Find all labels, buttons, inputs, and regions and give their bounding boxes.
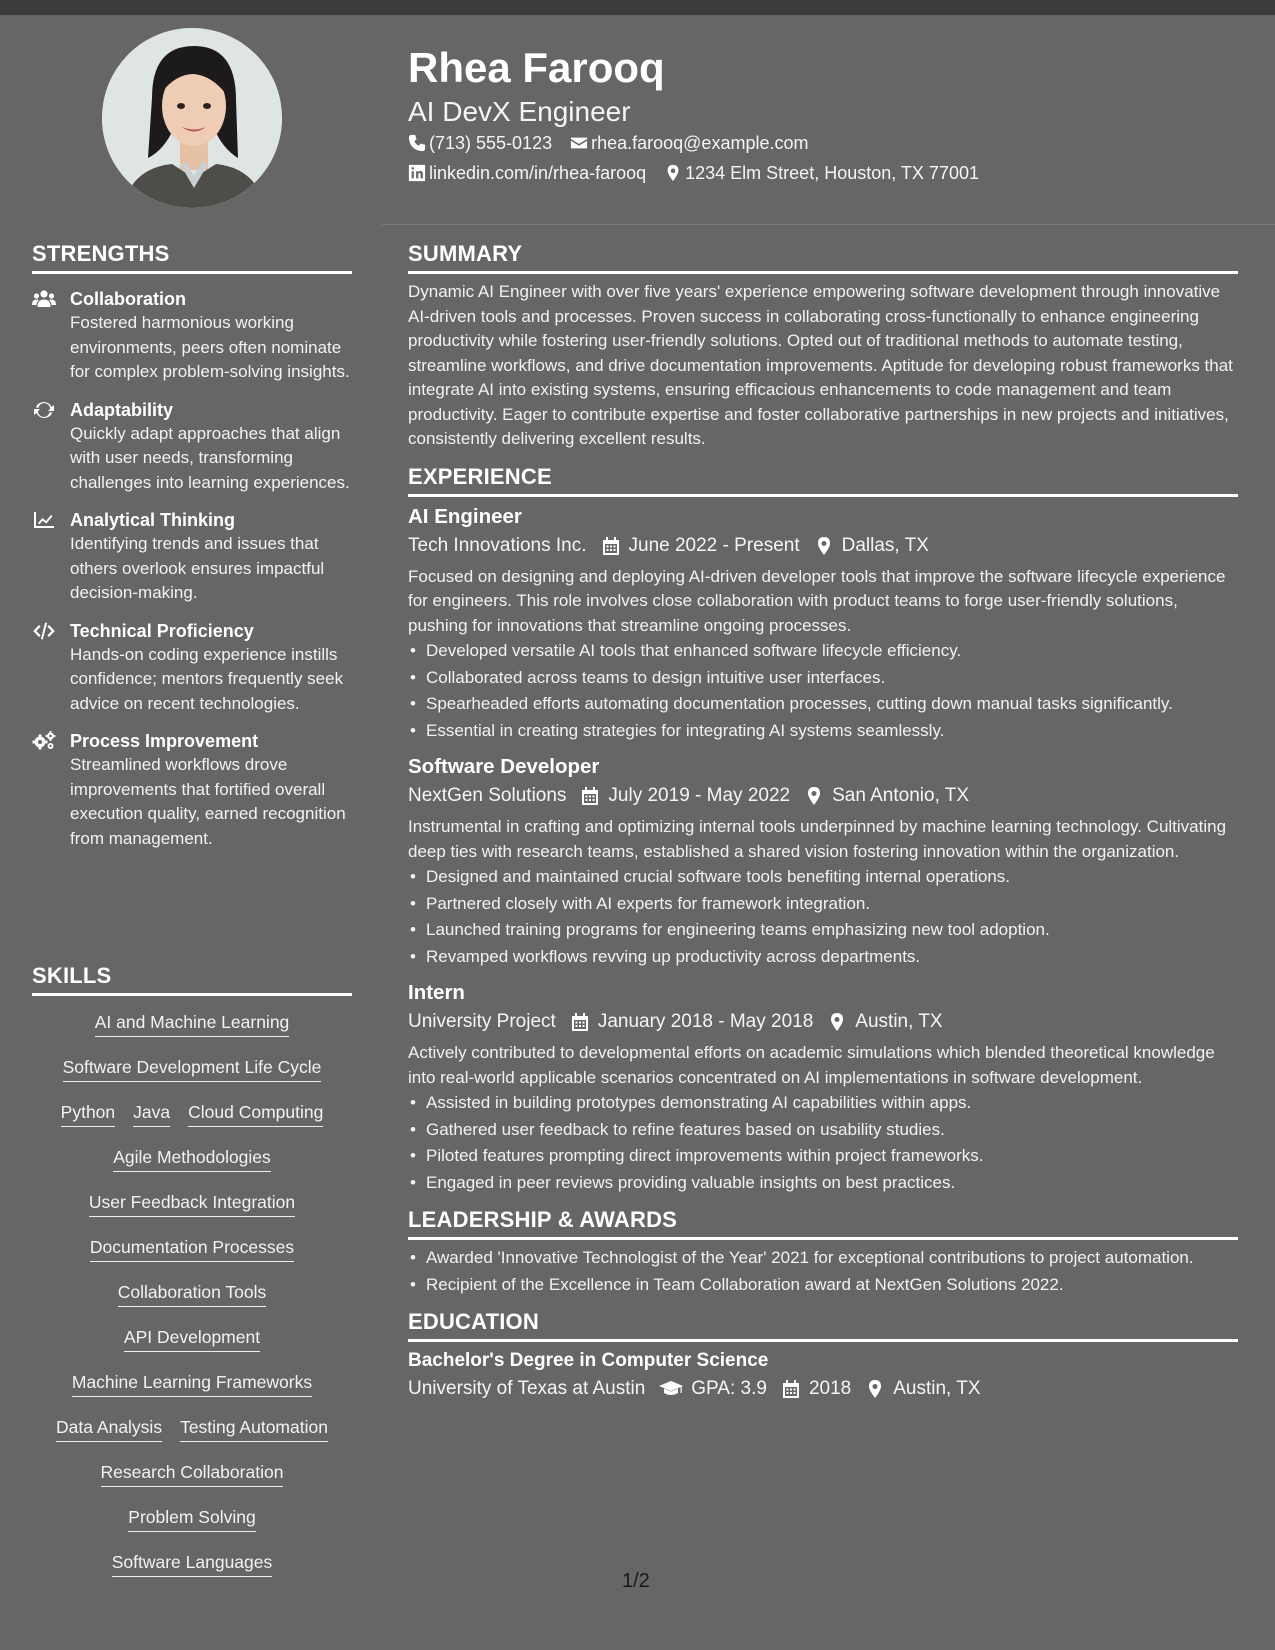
contact-line (408, 158, 1238, 188)
job-bullets (408, 1091, 1238, 1195)
skill-row (32, 1137, 352, 1182)
strength-item (32, 729, 352, 851)
job-location-text: Dallas, TX (841, 534, 929, 556)
job-position: Intern (408, 981, 465, 1004)
skill-row (32, 1047, 352, 1092)
skill-tag: Documentation Processes (90, 1237, 294, 1262)
skill-tag: Collaboration Tools (118, 1282, 267, 1307)
skill-tag: API Development (124, 1327, 260, 1352)
education-location-text: Austin, TX (893, 1378, 981, 1399)
degree-title: Bachelor's Degree in Computer Science (408, 1350, 769, 1371)
person-name: Rhea Farooq (408, 44, 665, 91)
profile-photo (102, 28, 282, 208)
job-company: NextGen Solutions (408, 785, 567, 806)
skill-row (32, 1002, 352, 1047)
job-position: Software Developer (408, 755, 600, 778)
page-number: 1/2 (622, 1570, 650, 1592)
strength-desc: Streamlined workflows drove improvements that fortified overall execution quality, earned recognition from management. (70, 755, 346, 848)
skill-tag: Java (133, 1102, 170, 1127)
education-location (865, 1374, 980, 1404)
skill-tag: Cloud Computing (188, 1102, 323, 1127)
skill-tag: User Feedback Integration (89, 1192, 295, 1217)
school-name: University of Texas at Austin (408, 1378, 646, 1399)
job-description: Actively contributed to developmental efforts on academic simulations which blended theoretical knowledge into real-world applicable scenarios concentrated on AI implementations in software development. (408, 1043, 1215, 1087)
strength-title: Collaboration (70, 289, 186, 309)
skill-row (32, 1272, 352, 1317)
bullet-item: • Revamped workflows revving up productivity across departments. (408, 945, 1238, 970)
job-location-text: Austin, TX (855, 1011, 943, 1032)
skill-row (32, 1362, 352, 1407)
experience-section (408, 464, 1238, 1196)
skills-heading: SKILLS (32, 963, 352, 996)
job-bullets (408, 865, 1238, 969)
bullet-item: • Launched training programs for engineering teams emphasizing new tool adoption. (408, 918, 1238, 943)
strength-item (32, 619, 352, 717)
strength-item (32, 398, 352, 496)
job-meta (408, 531, 1238, 561)
skill-row (32, 1452, 352, 1497)
job-location (827, 1007, 942, 1037)
job-entry (408, 503, 1238, 744)
job-dates (570, 1007, 813, 1037)
job-meta (408, 1007, 1238, 1037)
education-section (408, 1309, 1238, 1404)
awards-list (408, 1246, 1238, 1297)
skill-tag: Python (61, 1102, 115, 1127)
job-title: AI DevX Engineer (408, 96, 631, 127)
skill-row (32, 1182, 352, 1227)
email-text[interactable]: rhea.farooq@example.com (591, 132, 809, 153)
experience-heading: EXPERIENCE (408, 464, 1238, 497)
job-description: Focused on designing and deploying AI-driven developer tools that improve the software lifecycle experience for engineers. This role involves close collaboration with product teams to forge user-friendly solutions, pushing for innovations that streamline ongoing processes. (408, 566, 1226, 635)
job-location (814, 531, 929, 561)
map-marker-icon (664, 164, 682, 182)
skill-tag: Research Collaboration (101, 1462, 284, 1487)
education-meta (408, 1374, 1238, 1404)
calendar-icon (601, 536, 621, 556)
map-marker-icon (814, 536, 834, 556)
skill-tag: Agile Methodologies (113, 1147, 271, 1172)
job-dates (580, 781, 790, 811)
gpa-text: GPA: 3.9 (691, 1378, 767, 1399)
resume-header (408, 42, 1238, 188)
skill-tag: Software Languages (112, 1552, 273, 1577)
job-dates (601, 531, 800, 561)
phone-text: (713) 555-0123 (429, 132, 553, 153)
award-item: • Awarded 'Innovative Technologist of the Year' 2021 for exceptional contributions to project automation. (408, 1246, 1238, 1271)
users-icon (32, 287, 70, 385)
map-marker-icon (865, 1379, 885, 1399)
skill-tag: Data Analysis (56, 1417, 162, 1442)
job-company: University Project (408, 1011, 556, 1032)
skill-tag: Problem Solving (128, 1507, 255, 1532)
calendar-icon (781, 1379, 801, 1399)
email-contact[interactable] (570, 133, 808, 154)
skill-tag: Machine Learning Frameworks (72, 1372, 312, 1397)
bullet-item: • Gathered user feedback to refine features based on usability studies. (408, 1118, 1238, 1143)
chart-line-icon (32, 508, 70, 606)
skill-tag: AI and Machine Learning (95, 1012, 290, 1037)
strength-desc: Fostered harmonious working environments, peers often nominate for complex problem-solving insights. (70, 313, 350, 381)
bullet-item: • Collaborated across teams to design intuitive user interfaces. (408, 666, 1238, 691)
bullet-item: • Engaged in peer reviews providing valuable insights on best practices. (408, 1171, 1238, 1196)
address-text: 1234 Elm Street, Houston, TX 77001 (685, 162, 979, 183)
job-dates-text: July 2019 - May 2022 (608, 785, 791, 806)
calendar-icon (580, 786, 600, 806)
summary-heading: SUMMARY (408, 241, 1238, 274)
skill-row (32, 1542, 352, 1587)
award-item: • Recipient of the Excellence in Team Collaboration award at NextGen Solutions 2022. (408, 1273, 1238, 1298)
job-company: Tech Innovations Inc. (408, 534, 587, 556)
strengths-section (32, 241, 352, 851)
linkedin-contact[interactable] (408, 163, 646, 184)
job-bullets (408, 639, 1238, 743)
phone-contact (408, 133, 552, 154)
job-position: AI Engineer (408, 504, 522, 528)
job-dates-text: January 2018 - May 2018 (597, 1011, 814, 1032)
skill-tag: Testing Automation (180, 1417, 328, 1442)
linkedin-icon (408, 164, 426, 182)
linkedin-text[interactable]: linkedin.com/in/rhea-farooq (429, 162, 647, 183)
job-description: Instrumental in crafting and optimizing internal tools underpinned by machine learning technology. Cultivating deep ties with research teams, established a shared vision fostering innovation within the organization. (408, 817, 1227, 861)
avatar (102, 28, 282, 208)
strength-title: Process Improvement (70, 731, 259, 751)
job-location (804, 781, 969, 811)
strength-desc: Hands-on coding experience instills confidence; mentors frequently seek advice on recent technologies. (70, 644, 344, 713)
skill-row (32, 1317, 352, 1362)
education-year-text: 2018 (808, 1378, 852, 1399)
cogs-icon (32, 729, 70, 851)
skill-row (32, 1407, 352, 1452)
bullet-item: • Piloted features prompting direct improvements within project frameworks. (408, 1144, 1238, 1169)
skill-row (32, 1092, 352, 1137)
bullet-item: • Developed versatile AI tools that enhanced software lifecycle efficiency. (408, 639, 1238, 664)
bullet-item: • Essential in creating strategies for integrating AI systems seamlessly. (408, 719, 1238, 744)
right-column (408, 241, 1238, 1416)
summary-text: Dynamic AI Engineer with over five years' experience empowering software development through innovative AI-driven tools and processes. Proven success in collaborating cross-functionally to enhance engineering productivity while fostering user-friendly solutions. Opted out of traditional methods to automate testing, streamline workflows, and drive documentation improvements. Aptitude for developing robust frameworks that integrate AI into existing systems, ensuring efficacious enhancements to code management and team productivity. Eager to contribute expertise and foster collaborative partnerships in new projects and initiatives, consistently delivering excellent results. (408, 282, 1233, 448)
top-bar (0, 0, 1275, 15)
skill-row (32, 1227, 352, 1272)
address-contact (664, 163, 979, 184)
sync-icon (32, 398, 70, 496)
education-gpa (659, 1374, 767, 1404)
contact-line (408, 128, 1238, 158)
summary-section (408, 241, 1238, 452)
education-year (781, 1374, 851, 1404)
strengths-heading: STRENGTHS (32, 241, 352, 274)
calendar-icon (570, 1012, 590, 1032)
bullet-item: • Designed and maintained crucial software tools benefiting internal operations. (408, 865, 1238, 890)
skill-row (32, 1497, 352, 1542)
strength-desc: Identifying trends and issues that others overlook ensures impactful decision-making. (70, 534, 325, 602)
job-entry (408, 753, 1238, 969)
bullet-item: • Partnered closely with AI experts for framework integration. (408, 892, 1238, 917)
education-heading: EDUCATION (408, 1309, 1238, 1342)
strength-item (32, 287, 352, 385)
graduation-cap-icon (659, 1379, 683, 1399)
bullet-item: • Assisted in building prototypes demonstrating AI capabilities within apps. (408, 1091, 1238, 1116)
strength-desc: Quickly adapt approaches that align with user needs, transforming challenges into learning experiences. (70, 423, 350, 492)
bullet-item: • Spearheaded efforts automating documentation processes, cutting down manual tasks significantly. (408, 692, 1238, 717)
strength-item (32, 508, 352, 606)
job-location-text: San Antonio, TX (832, 785, 970, 806)
phone-icon (408, 134, 426, 152)
awards-section (408, 1207, 1238, 1297)
skills-list (32, 1002, 352, 1587)
envelope-icon (570, 134, 588, 152)
code-icon (32, 619, 70, 717)
job-meta (408, 781, 1238, 811)
map-marker-icon (804, 786, 824, 806)
strength-title: Analytical Thinking (70, 510, 236, 530)
strength-title: Technical Proficiency (70, 620, 254, 641)
skill-tag: Software Development Life Cycle (63, 1057, 322, 1082)
strength-title: Adaptability (70, 399, 174, 420)
header-divider (382, 224, 1275, 225)
job-dates-text: June 2022 - Present (628, 534, 800, 556)
map-marker-icon (827, 1012, 847, 1032)
skills-section (32, 963, 352, 1587)
job-entry (408, 979, 1238, 1195)
awards-heading: LEADERSHIP & AWARDS (408, 1207, 1238, 1240)
